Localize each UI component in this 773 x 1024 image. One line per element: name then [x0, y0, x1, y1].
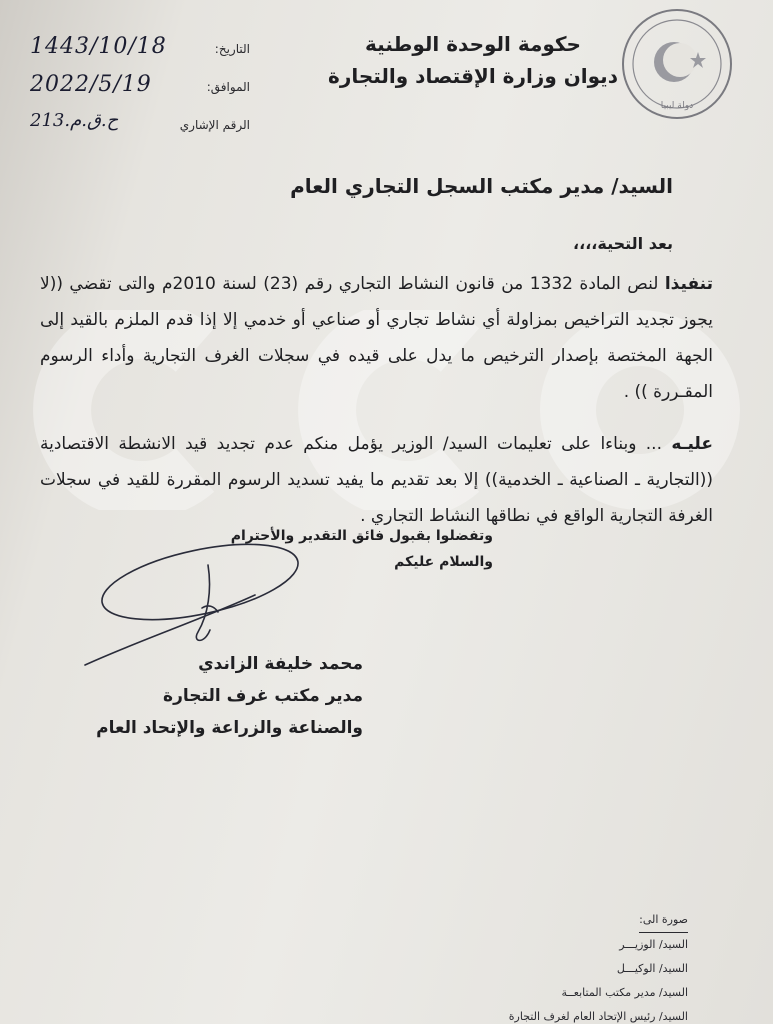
copy-item: السيد/ رئيس الإتحاد العام لغرف التجارة — [508, 1010, 688, 1023]
signer-title1: مدير مكتب غرف التجارة — [163, 686, 363, 706]
letter-body — [40, 266, 713, 550]
paragraph-1 — [40, 266, 713, 410]
signer-name: محمد خليفة الزاندي — [198, 654, 363, 674]
corresponding-value: 2022/5/19 — [30, 72, 152, 97]
copy-item: السيد/ الوزيـــر — [619, 938, 688, 951]
signer-block — [96, 648, 363, 744]
reference-label: الرقم الإشاري — [179, 118, 250, 132]
copy-item: السيد/ الوكيـــل — [616, 962, 688, 975]
letterhead — [323, 28, 623, 92]
reference-value: 21ح.ق.م.3 — [30, 110, 119, 131]
paragraph-1-lead: تنفيذا — [664, 274, 714, 294]
paragraph-2 — [40, 426, 713, 534]
signer-title2: والصناعة والزراعة والإتحاد العام — [96, 718, 363, 738]
copy-item: السيد/ مدير مكتب المتابعــة — [561, 986, 688, 999]
paragraph-2-text: ... وبناءا على تعليمات السيد/ الوزير يؤمل منكم عدم تجديد قيد الانشطة الاقتصادية ((التجارية ـ الصناعية ـ الخدمية)) إلا بعد تقديم ما يفيد تسديد الرسوم المقررة للقيد في سجلات الغرفة التجارية الواقع في نطاقها النشاط التجاري . — [40, 434, 713, 526]
seal-text: دولة ليبيا — [660, 101, 694, 111]
copies-list — [509, 908, 688, 1024]
closing-line2: والسلام عليكم — [394, 554, 493, 570]
addressee — [290, 170, 673, 202]
header-line2: ديوان وزارة الإقتصاد والتجارة — [328, 64, 618, 88]
reference-row — [30, 110, 250, 148]
date-row — [30, 34, 250, 72]
date-value: 1443/10/18 — [30, 34, 167, 59]
header-line1: حكومة الوحدة الوطنية — [365, 32, 581, 56]
date-label: التاريخ: — [214, 42, 250, 56]
document-meta — [30, 34, 250, 148]
addressee-line2: السجل التجاري العام — [290, 174, 494, 198]
paragraph-1-text: لنص المادة 1332 من قانون النشاط التجاري رقم (23) لسنة 2010م والتى تقضي ((لا يجوز تجديد التراخيص بمزاولة أي نشاط تجاري أو صناعي أو خدمي إلا إذا قدم الملزم بالقيد إلى الجهة المختصة بإصدار الترخيص ما يدل على قيده في سجلات الغرف التجارية وأداء الرسوم المقـررة )) . — [40, 274, 713, 402]
closing-line1: وتفضلوا بقبول فائق التقدير والأحترام — [230, 528, 493, 544]
paragraph-2-lead: عليـه — [671, 434, 713, 454]
addressee-line1: السيد/ مدير مكتب — [500, 174, 673, 198]
greeting: بعد التحية،،،، — [573, 234, 673, 253]
corresponding-label: الموافق: — [206, 80, 250, 94]
emblem-seal-icon — [620, 4, 735, 124]
copies-label: صورة الى: — [639, 908, 688, 933]
corresponding-date-row — [30, 72, 250, 110]
